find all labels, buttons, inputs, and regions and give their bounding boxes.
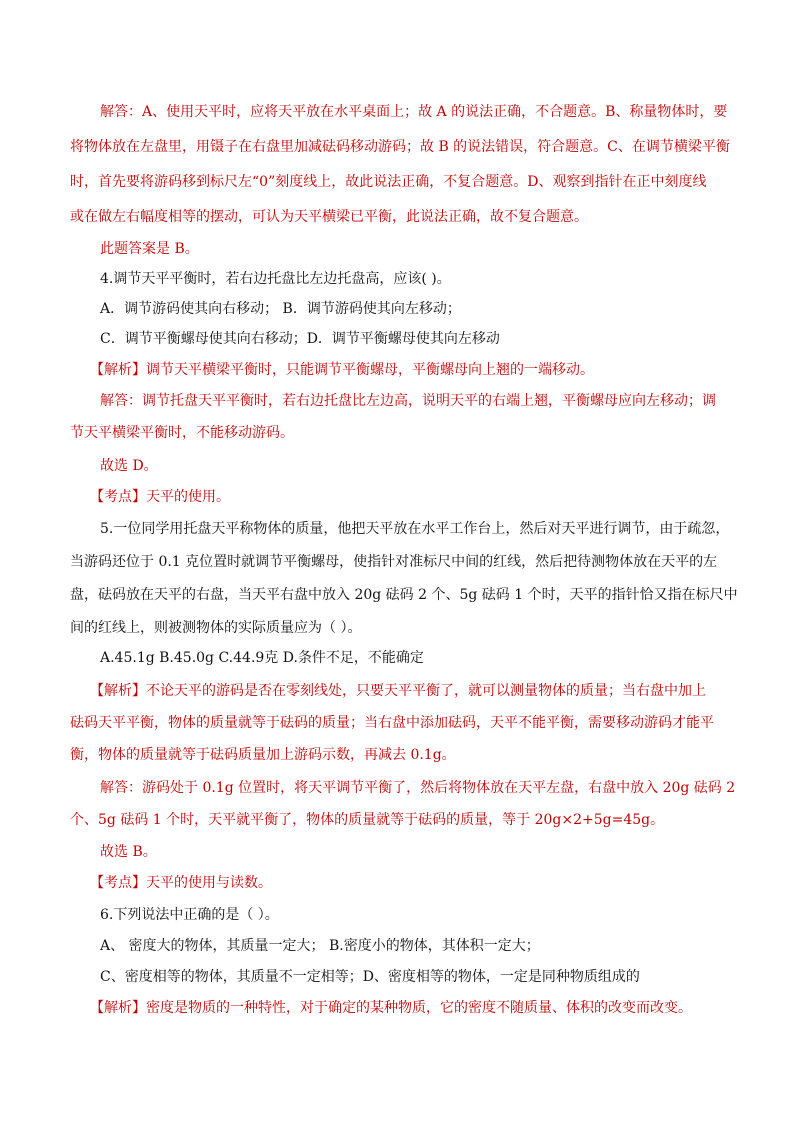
q5-point [90,872,272,892]
q5-analysis-line-3: 衡，物体的质量就等于砝码质量加上游码示数，再减去 0.1g。 [70,747,456,763]
q5-stem-line-1: 5.一位同学用托盘天平称物体的质量，他把天平放在水平工作台上，然后对天平进行调节，由于疏忽， [100,521,730,537]
q6-analysis [90,997,692,1017]
q6-stem: 6.下列说法中正确的是（ ）。 [100,907,279,923]
q5-options: A.45.1g B.45.0g C.44.9克 D.条件不足，不能确定 [100,650,424,666]
q3-answer: 此题答案是 B。 [100,241,199,257]
q3-analysis-line-2: 将物体放在左盘里，用镊子在右盘里加减砝码移动游码；故 B 的说法错误，符合题意。C、在调节横梁平衡 [70,139,730,155]
q4-solution-line-2: 节天平横梁平衡时，不能移动游码。 [70,425,294,441]
q6-options-line-1: A、 密度大的物体，其质量一定大； B.密度小的物体，其体积一定大； [100,938,540,954]
q5-stem-line-3: 盘，砝码放在天平的右盘，当天平右盘中放入 20g 砝码 2 个、5g 砝码 1 个时，天平的指针恰又指在标尺中 [70,587,738,603]
q4-choice: 故选 D。 [100,458,158,474]
q4-point-tag: 【考点】 [90,489,146,505]
q5-analysis-line-1 [90,680,706,700]
q3-analysis-line-4: 或在做左右幅度相等的摆动，可认为天平横梁已平衡，此说法正确，故不复合题意。 [70,209,588,225]
q5-choice: 故选 B。 [100,844,157,860]
q3-analysis-line-3: 时，首先要将游码移到标尺左“0”刻度线上，故此说法正确，不复合题意。D、观察到指针在正中刻度线 [70,174,707,190]
q3-analysis-line-1: 解答：A、使用天平时，应将天平放在水平桌面上；故 A 的说法正确，不合题意。B、称量物体时，要 [100,104,728,120]
q4-solution-line-1: 解答：调节托盘天平平衡时，若右边托盘比左边高，说明天平的右端上翘，平衡螺母应向左移动；调 [100,393,716,409]
q5-stem-line-4: 间的红线上，则被测物体的实际质量应为（ ）。 [70,620,362,636]
q4-options-line-1: A．调节游码使其向右移动； B．调节游码使其向左移动； [100,301,461,317]
q4-options-line-2: C．调节平衡螺母使其向右移动；D．调节平衡螺母使其向左移动 [100,331,500,347]
q4-stem: 4.调节天平平衡时，若右边托盘比左边托盘高，应该( )。 [100,271,451,287]
q5-analysis-line-2: 砝码天平平衡，物体的质量就等于砝码的质量；当右盘中添加砝码，天平不能平衡，需要移动游码才能平 [70,715,714,731]
q5-solution-line-2: 个、5g 砝码 1 个时，天平就平衡了，物体的质量就等于砝码的质量，等于 20g×2+5g=45g。 [70,812,665,828]
q6-options-line-2: C、密度相等的物体，其质量不一定相等；D、密度相等的物体，一定是同种物质组成的 [100,969,640,985]
q5-point-text: 天平的使用与读数。 [146,875,272,891]
q4-analysis [90,359,594,379]
q5-stem-line-2: 当游码还位于 0.1 克位置时就调节平衡螺母，使指针对准标尺中间的红线，然后把待测物体放在天平的左 [70,554,718,570]
q4-point-text: 天平的使用。 [146,489,230,505]
q4-point [90,486,230,506]
q5-solution-line-1: 解答：游码处于 0.1g 位置时，将天平调节平衡了，然后将物体放在天平左盘，右盘中放入 20g 砝码 2 [100,780,736,796]
q6-analysis-tag: 【解析】 [90,1000,146,1016]
q5-analysis-tag: 【解析】 [90,683,146,699]
q4-analysis-tag: 【解析】 [90,362,146,378]
q5-analysis-text-1: 不论天平的游码是否在零刻线处，只要天平平衡了，就可以测量物体的质量；当右盘中加上 [146,683,706,699]
q5-point-tag: 【考点】 [90,875,146,891]
q4-analysis-text: 调节天平横梁平衡时，只能调节平衡螺母，平衡螺母向上翘的一端移动。 [146,362,594,378]
q6-analysis-text: 密度是物质的一种特性，对于确定的某种物质，它的密度不随质量、体积的改变而改变。 [146,1000,692,1016]
